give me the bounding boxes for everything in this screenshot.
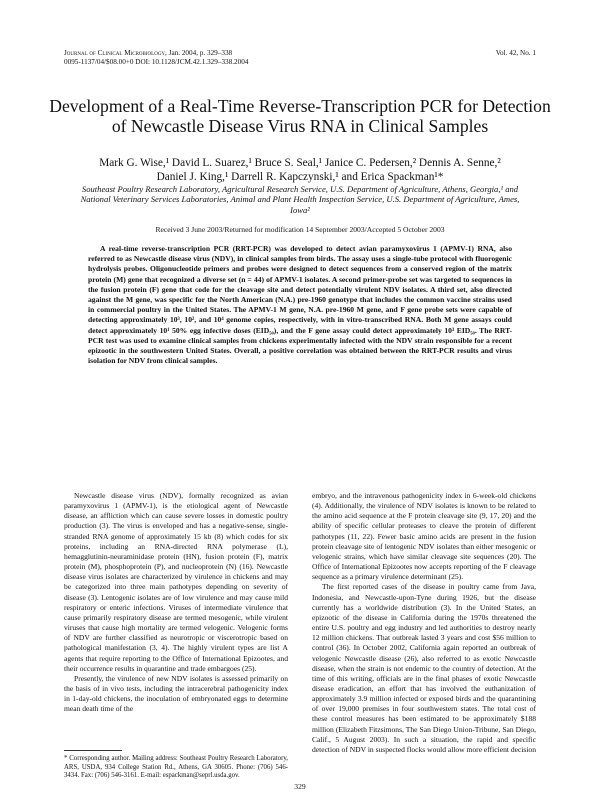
author-line-2: Daniel J. King,¹ Darrell R. Kapczynski,¹ and Erica Spackman¹* — [156, 170, 444, 183]
author-list — [40, 157, 560, 184]
article-title: Development of a Real-Time Reverse-Transcription PCR for Detection of Newcastle Disease Virus RNA in Clinical Samples — [49, 96, 551, 136]
body-paragraph: Presently, the virulence of new NDV isolates is assessed primarily on the basis of in vivo tests, including the intracerebral pathogenicity index in 1-day-old chickens, the inoculation of embryonated eggs to determine mean death time of the — [64, 673, 288, 714]
received-dates: Received 3 June 2003/Returned for modification 14 September 2003/Accepted 5 October 2003 — [155, 225, 445, 234]
abstract-text: A real-time reverse-transcription PCR (RRT-PCR) was developed to detect avian paramyxovirus 1 (APMV-1) RNA, also referred to as Newcastle disease virus (NDV), in clinical samples from birds. The assay uses a single-tube protocol with fluorogenic hydrolysis probes. Oligonucleotide primers and probes were designed to detect sequences from a conserved region of the matrix protein (M) gene that recognized a diverse set (n = 44) of APMV-1 isolates. A second primer-probe set was targeted to sequences in the fusion protein (F) gene that code for the cleavage site and detect potentially virulent NDV isolates. A third set, also directed against the M gene, was specific for the North American (N.A.) pre-1960 genotype that includes the common vaccine strains used in commercial poultry in the United States. The APMV-1 M gene, N.A. pre-1960 M gene, and F gene probe sets were capable of detecting approximately 10³, 10², and 10⁴ genome copies, respectively, with in vitro-transcribed RNA. Both M gene assays could detect approximately 10¹ 50% egg infective doses (EID₅₀), and the F gene assay could detect approximately 10³ EID₅₀. The RRT-PCR test was used to examine clinical samples from chickens experimentally infected with the NDV strain responsible for a recent epizootic in the southwestern United States. Overall, a positive correlation was obtained between the RRT-PCR results and virus isolation for NDV from clinical samples. — [88, 244, 512, 366]
body-column-left — [64, 491, 288, 714]
author-line-1: Mark G. Wise,¹ David L. Suarez,¹ Bruce S. Seal,¹ Janice C. Pedersen,² Dennis A. Senne,² — [99, 157, 501, 169]
body-paragraph: The first reported cases of the disease in poultry came from Java, Indonesia, and Newcastle-upon-Tyne during 1926, but the disease currently has a worldwide distribution (3). In the United States, an epizootic of the disease in California during the 1970s threatened the entire U.S. poultry and egg industry and led authorities to destroy nearly 12 million chickens. That outbreak lasted 3 years and cost $56 million to control (36). In October 2002, California again reported an outbreak of velogenic Newcastle disease (26), also referred to as exotic Newcastle disease, when the strain is not endemic to the country of detection. At the time of this writing, officials are in the final phases of exotic Newcastle disease eradication, an effort that has involved the euthanization of approximately 3.9 million infected or exposed birds and the quarantining of over 19,000 premises in four southwestern states. The total cost of these control measures has been estimated to be approximately $188 million (Elizabeth Fitzsimons, The San Diego Union-Tribune, San Diego, Calif., 5 August 2003). In such a situation, the rapid and specific detection of NDV in suspected flocks would allow more efficient decision — [312, 582, 536, 754]
issue-date-pages: , Jan. 2004, p. 329–338 — [165, 49, 233, 57]
corresponding-author-footnote: * Corresponding author. Mailing address: Southeast Poultry Research Laboratory, ARS, USDA, 934 College Station Rd., Athens, GA 30605. Phone: (706) 546-3434. Fax: (706) 546-3161. E-mail: espackman@seprl.usda.gov. — [64, 755, 288, 780]
body-column-right — [312, 491, 536, 755]
running-header — [64, 49, 536, 67]
journal-name: Journal of Clinical Microbiology — [64, 49, 166, 57]
doi-line: 0095-1137/04/$08.00+0 DOI: 10.1128/JCM.42.1.329–338.2004 — [64, 58, 249, 66]
abstract — [88, 244, 512, 366]
affiliations: Southeast Poultry Research Laboratory, Agricultural Research Service, U.S. Department of Agriculture, Athens, Georgia,¹ and National Veterinary Services Laboratories, Animal and Plant Health Inspection Service, U.S. Department of Agriculture, Ames, Iowa² — [80, 184, 520, 215]
footnote-rule — [64, 750, 122, 751]
volume-number: Vol. 42, No. 1 — [495, 49, 536, 57]
body-paragraph: embryo, and the intravenous pathogenicity index in 6-week-old chickens (4). Additionally, the virulence of NDV isolates is known to be related to the amino acid sequence at the F protein cleavage site (9, 17, 20) and the ability of specific cellular proteases to cleave the protein of different pathotypes (11, 22). Fewer basic amino acids are present in the fusion protein cleavage site of lentogenic NDV isolates than either mesogenic or velogenic strains, which have similar cleavage site sequences (20). The Office of International Epizootes now accepts reporting of the F cleavage sequence as a primary virulence determinant (25). — [312, 491, 536, 582]
page-number: 329 — [294, 782, 306, 791]
body-paragraph: Newcastle disease virus (NDV), formally recognized as avian paramyxovirus 1 (APMV-1), is the etiological agent of Newcastle disease, an affliction which can cause severe losses in domestic poultry production (3). The virus is enveloped and has a negative-sense, single-stranded RNA genome of approximately 15 kb (8) which codes for six proteins, including an RNA-directed RNA polymerase (L), hemagglutinin-neuraminidase protein (HN), fusion protein (F), matrix protein (M), phosphoprotein (P), and nucleoprotein (N) (16). Newcastle disease virus isolates are characterized by virulence in chickens and may be categorized into three main pathotypes depending on severity of disease (3). Lentogenic isolates are of low virulence and may cause mild respiratory or enteric infections. Viruses of intermediate virulence that cause primarily respiratory disease are termed mesogenic, while virulent viruses that cause high mortality are termed velogenic. Velogenic forms of NDV are further classified as neurotropic or viscerotropic based on pathological manifestation (3, 4). The highly virulent types are list A agents that require reporting to the Office of International Epizootes, and their occurrence results in quarantine and trade embargoes (25). — [64, 491, 288, 673]
